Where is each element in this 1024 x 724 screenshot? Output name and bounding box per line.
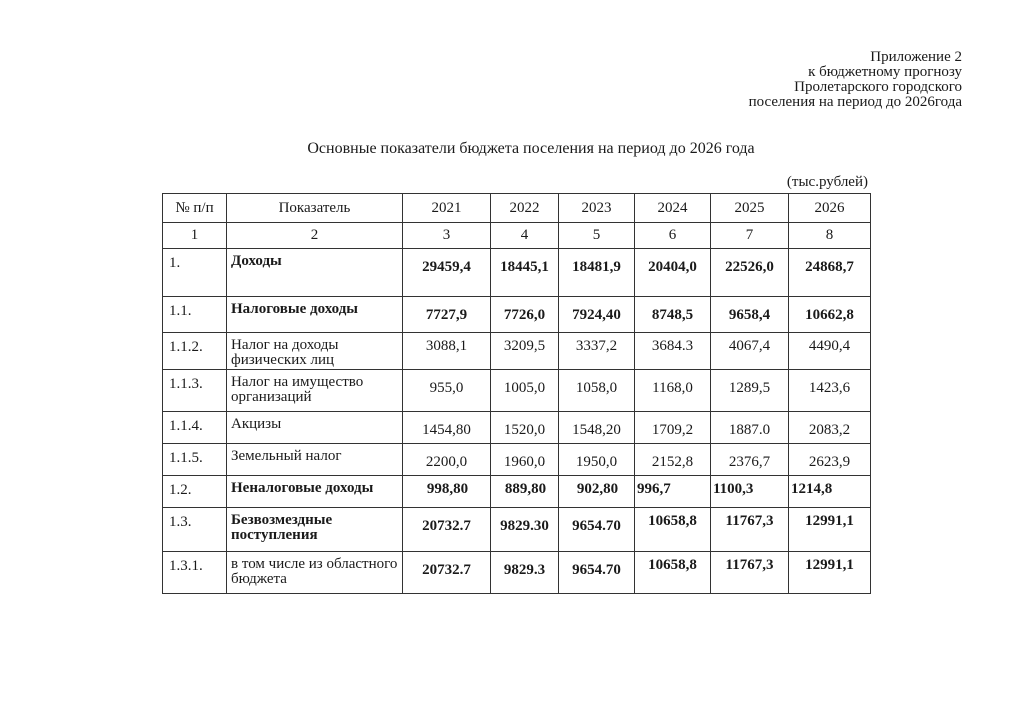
cell-value: 1709,2	[635, 412, 711, 444]
cell-value: 18481,9	[559, 249, 635, 297]
cell-value: 20732.7	[403, 508, 491, 552]
row-label: Налоговые доходы	[227, 297, 403, 333]
table-row	[163, 508, 871, 552]
row-number: 1.	[163, 249, 227, 297]
cell-value: 7726,0	[491, 297, 559, 333]
cell-value: 20404,0	[635, 249, 711, 297]
table-row	[163, 370, 871, 412]
cell-value: 22526,0	[711, 249, 789, 297]
table-row	[163, 552, 871, 594]
cell-value: 4490,4	[789, 333, 871, 370]
cell-value: 2376,7	[711, 444, 789, 476]
cell-value: 1520,0	[491, 412, 559, 444]
cell-value: 2152,8	[635, 444, 711, 476]
cell-value: 8748,5	[635, 297, 711, 333]
column-number: 3	[403, 223, 491, 249]
cell-value: 10662,8	[789, 297, 871, 333]
cell-value: 1289,5	[711, 370, 789, 412]
column-header: 2021	[403, 194, 491, 223]
row-label: Доходы	[227, 249, 403, 297]
cell-value: 1058,0	[559, 370, 635, 412]
cell-value: 11767,3	[711, 508, 789, 552]
cell-value: 4067,4	[711, 333, 789, 370]
column-number: 7	[711, 223, 789, 249]
cell-value: 1548,20	[559, 412, 635, 444]
cell-value: 1454,80	[403, 412, 491, 444]
column-header: 2023	[559, 194, 635, 223]
column-number: 1	[163, 223, 227, 249]
cell-value: 9829.3	[491, 552, 559, 594]
cell-value: 2623,9	[789, 444, 871, 476]
column-header: № п/п	[163, 194, 227, 223]
cell-value: 1100,3	[711, 476, 789, 508]
cell-value: 29459,4	[403, 249, 491, 297]
cell-value: 3684.3	[635, 333, 711, 370]
cell-value: 902,80	[559, 476, 635, 508]
column-header: 2026	[789, 194, 871, 223]
table-row	[163, 249, 871, 297]
cell-value: 998,80	[403, 476, 491, 508]
cell-value: 18445,1	[491, 249, 559, 297]
appendix-line: поселения на период до 2026года	[748, 94, 962, 110]
row-label: Акцизы	[227, 412, 403, 444]
cell-value: 9829.30	[491, 508, 559, 552]
appendix-header	[749, 50, 962, 110]
column-number: 8	[789, 223, 871, 249]
cell-value: 3337,2	[559, 333, 635, 370]
row-number: 1.1.3.	[163, 370, 227, 412]
row-label: Налог на доходы физических лиц	[227, 333, 403, 370]
table-row	[163, 333, 871, 370]
cell-value: 9658,4	[711, 297, 789, 333]
cell-value: 9654.70	[559, 552, 635, 594]
table-row	[163, 444, 871, 476]
row-number: 1.3.1.	[163, 552, 227, 594]
cell-value: 12991,1	[789, 552, 871, 594]
row-number: 1.1.5.	[163, 444, 227, 476]
cell-value: 996,7	[635, 476, 711, 508]
cell-value: 1214,8	[789, 476, 871, 508]
table-row	[163, 297, 871, 333]
appendix-line: Приложение 2	[870, 49, 962, 65]
column-number: 4	[491, 223, 559, 249]
row-label: Безвозмездные поступления	[227, 508, 403, 552]
column-header: 2025	[711, 194, 789, 223]
units-label: (тыс.рублей)	[786, 174, 868, 190]
cell-value: 11767,3	[711, 552, 789, 594]
cell-value: 24868,7	[789, 249, 871, 297]
appendix-line: Пролетарского городского	[794, 79, 962, 95]
cell-value: 12991,1	[789, 508, 871, 552]
cell-value: 1005,0	[491, 370, 559, 412]
row-label: в том числе из областного бюджета	[227, 552, 403, 594]
cell-value: 3209,5	[491, 333, 559, 370]
cell-value: 7727,9	[403, 297, 491, 333]
table-row	[163, 412, 871, 444]
cell-value: 2083,2	[789, 412, 871, 444]
appendix-line: к бюджетному прогнозу	[808, 64, 962, 80]
row-number: 1.2.	[163, 476, 227, 508]
column-number: 5	[559, 223, 635, 249]
column-header: 2022	[491, 194, 559, 223]
table-row	[163, 476, 871, 508]
cell-value: 1960,0	[491, 444, 559, 476]
column-number: 2	[227, 223, 403, 249]
column-number: 6	[635, 223, 711, 249]
row-number: 1.3.	[163, 508, 227, 552]
row-number: 1.1.4.	[163, 412, 227, 444]
cell-value: 10658,8	[635, 508, 711, 552]
cell-value: 1423,6	[789, 370, 871, 412]
cell-value: 1950,0	[559, 444, 635, 476]
column-number-row	[163, 223, 871, 249]
cell-value: 3088,1	[403, 333, 491, 370]
cell-value: 2200,0	[403, 444, 491, 476]
cell-value: 7924,40	[559, 297, 635, 333]
column-header: Показатель	[227, 194, 403, 223]
cell-value: 955,0	[403, 370, 491, 412]
row-label: Земельный налог	[227, 444, 403, 476]
cell-value: 1168,0	[635, 370, 711, 412]
row-label: Налог на имущество организаций	[227, 370, 403, 412]
row-number: 1.1.2.	[163, 333, 227, 370]
cell-value: 889,80	[491, 476, 559, 508]
table-header-row	[163, 194, 871, 223]
column-header: 2024	[635, 194, 711, 223]
cell-value: 10658,8	[635, 552, 711, 594]
row-number: 1.1.	[163, 297, 227, 333]
document-title: Основные показатели бюджета поселения на период до 2026 года	[307, 140, 755, 157]
cell-value: 9654.70	[559, 508, 635, 552]
cell-value: 20732.7	[403, 552, 491, 594]
row-label: Неналоговые доходы	[227, 476, 403, 508]
cell-value: 1887.0	[711, 412, 789, 444]
budget-table	[162, 193, 871, 594]
